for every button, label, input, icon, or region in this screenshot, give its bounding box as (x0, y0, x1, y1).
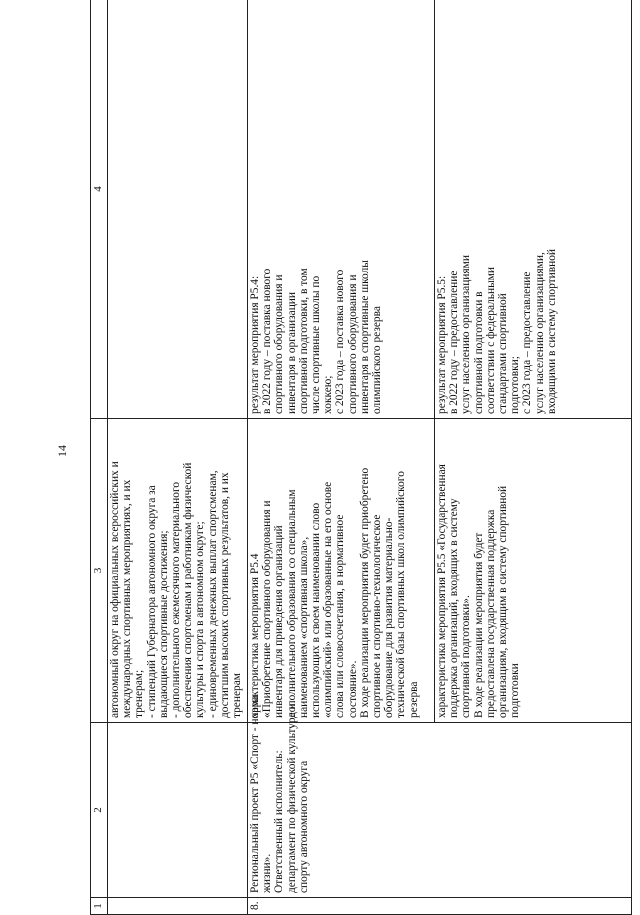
cont-text-line: тренерам; (133, 669, 146, 718)
p54-result-line: спортивного оборудования и (273, 274, 286, 414)
p54-char-line: резерва (407, 681, 420, 718)
project-text-line: жизни». (261, 853, 274, 893)
p54-result-line: спортивной подготовки, в том (297, 268, 310, 414)
cont-text-line: - единовременных денежных выплат спортсменам, (206, 470, 219, 718)
cont-text-line: международных спортивных мероприятиях, и их (121, 479, 134, 718)
p55-result (435, 0, 632, 419)
p55-char-line: поддержка организаций, входящих в систему (448, 498, 461, 718)
p54-result-line: с 2023 года – поставка нового (334, 269, 347, 414)
p55-char-line: В ходе реализации мероприятия будет (472, 532, 485, 718)
cont-text-line: - стипендий Губернатора автономного округа за (145, 485, 158, 718)
p54-char-line: использующих в своем наименовании слово (310, 502, 323, 718)
p55-result-line: подготовки; (509, 356, 522, 414)
cont-col-1 (108, 898, 248, 915)
p54-char-line: слова или словосочетания, в нормативное (334, 514, 347, 718)
p55-characteristic (435, 419, 632, 723)
p54-char-line: В ходе реализации мероприятия будет приобретено (358, 467, 371, 718)
cont-text-line: тренерам (231, 673, 244, 718)
cont-col-4 (108, 0, 248, 419)
p55-char-line: организациям, входящим в систему спортивной (497, 485, 510, 718)
header-col-1: 1 (91, 898, 108, 915)
cont-text-line: - дополнительного ежемесячного материального (170, 481, 183, 718)
p54-char-line: характеристика мероприятия Р5.4 (249, 553, 261, 718)
p54-result-line: спортивного оборудования и (346, 274, 359, 414)
p55-result-line: услуг населению организациями, (533, 252, 546, 414)
p55-result-line: спортивной подготовки в (472, 291, 485, 414)
continuation-row (108, 0, 248, 915)
p54-result-line: инвентаря в спортивные школы (358, 260, 371, 414)
project-text-line: департамент по физической культуре и (285, 703, 298, 893)
p54-char-line: «Приобретение спортивного оборудования и (261, 500, 274, 718)
p54-char-line: оборудование для развития материально- (383, 517, 396, 718)
header-row (91, 0, 108, 915)
header-col-2: 2 (91, 723, 108, 898)
p55-result-line: результат мероприятия Р5.5: (436, 275, 448, 414)
p54-char-line: наименованием «спортивная школа», (297, 536, 310, 718)
header-col-3: 3 (91, 419, 108, 723)
project-text-line: спорту автономного округа (297, 760, 310, 893)
p54-char-line: состояние». (346, 660, 359, 718)
p54-result-line: олимпийского резерва (371, 306, 384, 414)
p54-result-line: числе спортивные школы по (310, 275, 323, 414)
activities-table (90, 0, 632, 915)
p54-char-line: спортивное и спортивно-технологическое (371, 514, 384, 718)
p54-characteristic (248, 419, 435, 723)
row-8-number: 8. (248, 898, 632, 915)
p54-result-line: результат мероприятия Р5.4: (249, 275, 261, 414)
p55-char-line: подготовки (509, 663, 522, 718)
p55-result-line: соответствии с федеральными (484, 266, 497, 414)
p55-result-line: в 2022 году – предоставление (448, 270, 461, 414)
p54-result-line: в 2022 году – поставка нового (261, 268, 274, 414)
cont-col-2 (108, 723, 248, 898)
p55-result-line: с 2023 года – предоставление (521, 271, 534, 414)
project-text-line: Ответственный исполнитель: (273, 750, 286, 893)
p54-result-line: инвентаря в организации (285, 292, 298, 414)
cont-col-3 (108, 419, 248, 723)
header-col-4: 4 (91, 0, 108, 419)
p54-result-line: хоккею; (322, 375, 335, 414)
p54-char-line: инвентаря для приведения организаций (273, 525, 286, 718)
p54-char-line: технической базы спортивных школ олимпийского (395, 471, 408, 718)
p54-char-line: дополнительного образования со специальным (285, 489, 298, 718)
page-number: 14 (55, 445, 69, 457)
p54-result (248, 0, 435, 419)
project-text-line: Региональный проект Р5 «Спорт - норма (249, 695, 261, 893)
cont-text-line: выдающиеся спортивные достижения; (157, 530, 170, 718)
cont-text-line: культуры и спорта в автономном округе; (194, 521, 207, 718)
p55-char-line: характеристика мероприятия Р5.5 «Государственная (436, 464, 448, 718)
p55-char-line: спортивной подготовки». (460, 595, 473, 718)
cont-text-line: обеспечения спортсменам и работникам физической (182, 462, 195, 718)
p55-char-line: предоставлена государственная поддержка (484, 509, 497, 718)
p54-char-line: «олимпийский» или образованные на его основе (322, 481, 335, 718)
rotated-table-container (90, 0, 632, 915)
cont-text-line: достигшим высоких спортивных результатов, и их (218, 472, 231, 718)
p55-result-line: входящими в систему спортивной (545, 248, 558, 414)
row-8-p54 (248, 0, 435, 915)
p55-result-line: услуг населению организациями (460, 255, 473, 414)
cont-text-line: автономный округ на официальных всероссийских и (109, 461, 121, 718)
p55-result-line: стандартами спортивной (497, 293, 510, 414)
